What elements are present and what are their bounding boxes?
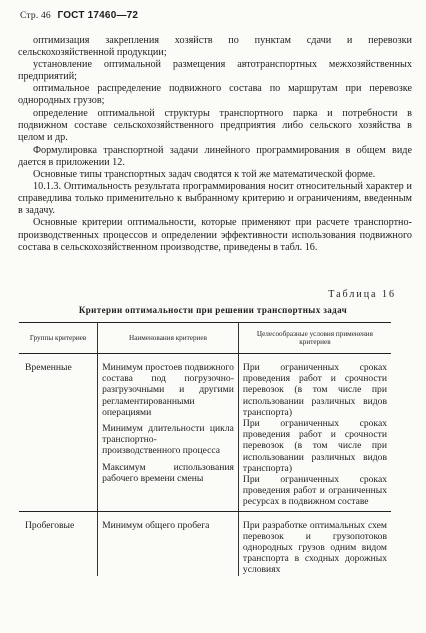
condition: При разработке оптимальных схем перевозок и грузопотоков однородных грузов одним видом транспорта в сходных дорожных условиях: [242, 519, 387, 576]
paragraph: Основные типы транспортных задач сводятся к той же математической форме.: [33, 169, 376, 181]
table-header-row: [19, 323, 391, 354]
column-header: Наименования критериев: [98, 323, 239, 354]
criteria-conditions: [238, 354, 391, 512]
paragraph: установление оптимальной размещения автотранспортных межхозяйственных предприятий;: [18, 59, 412, 83]
table-row: [19, 354, 391, 512]
condition: При ограниченных сроках проведения работ и ограниченных ресурсах в подвижном составе: [242, 474, 387, 508]
condition: При ограниченных сроках проведения работ и срочности перевозок (в том числе при использовании различных видов транспорта): [242, 418, 387, 474]
table-title: Критерии оптимальности при решении транспортных задач: [78, 305, 348, 315]
column-header: Целесообразные условия применения критериев: [238, 323, 391, 354]
standard-number: ГОСТ 17460—72: [57, 10, 139, 21]
paragraph: 10.1.3. Оптимальность результата программирования носит относительный характер и справедлива только применительно к выбранному критерию и ограничениям, введенным в задачу.: [18, 181, 412, 217]
paragraph: оптимизация закрепления хозяйств по пунктам сдачи и перевозки сельскохозяйственной продукции;: [18, 35, 412, 59]
criterion: Минимум простоев подвижного состава под погрузочно-разгрузочными и другими регламентированными операциями: [102, 362, 234, 418]
paragraph: определение оптимальной структуры транспортного парка и потребности в подвижном составе сельскохозяйственного предприятия либо сельского хозяйства в целом и др.: [18, 107, 412, 143]
paragraph: Основные критерии оптимальности, которые применяют при расчете транспортно-производственных процессов и определении эффективности использования подвижного состава в сельскохозяйственном производстве, приведены в табл. 16.: [18, 217, 412, 253]
criteria-group: Временные: [19, 354, 98, 512]
table-row: [19, 511, 391, 576]
criterion: Максимум использования рабочего времени смены: [102, 461, 234, 484]
paragraph: оптимальное распределение подвижного состава по маршрутам при перевозке однородных грузов;: [18, 83, 412, 107]
criteria-names: [98, 354, 239, 512]
table-caption: Таблица 16: [328, 289, 396, 300]
criterion: Минимум общего пробега: [102, 519, 210, 531]
criteria-conditions: [238, 511, 391, 576]
criteria-names: [98, 511, 239, 576]
page-number: Стр. 46: [20, 11, 51, 21]
criteria-group: Пробеговые: [19, 511, 98, 576]
criteria-table: [19, 322, 391, 576]
condition: При ограниченных сроках проведения работ и срочности перевозок (в том числе при использовании различных видов транспорта): [242, 362, 387, 418]
paragraph: Формулировка транспортной задачи линейного программирования в общем виде дается в приложении 12.: [18, 144, 412, 168]
criterion: Минимум длительности цикла транспортно-производственного процесса: [102, 423, 234, 457]
body-text: [18, 35, 412, 254]
page-header: [20, 10, 138, 21]
column-header: Группы критериев: [19, 323, 98, 354]
